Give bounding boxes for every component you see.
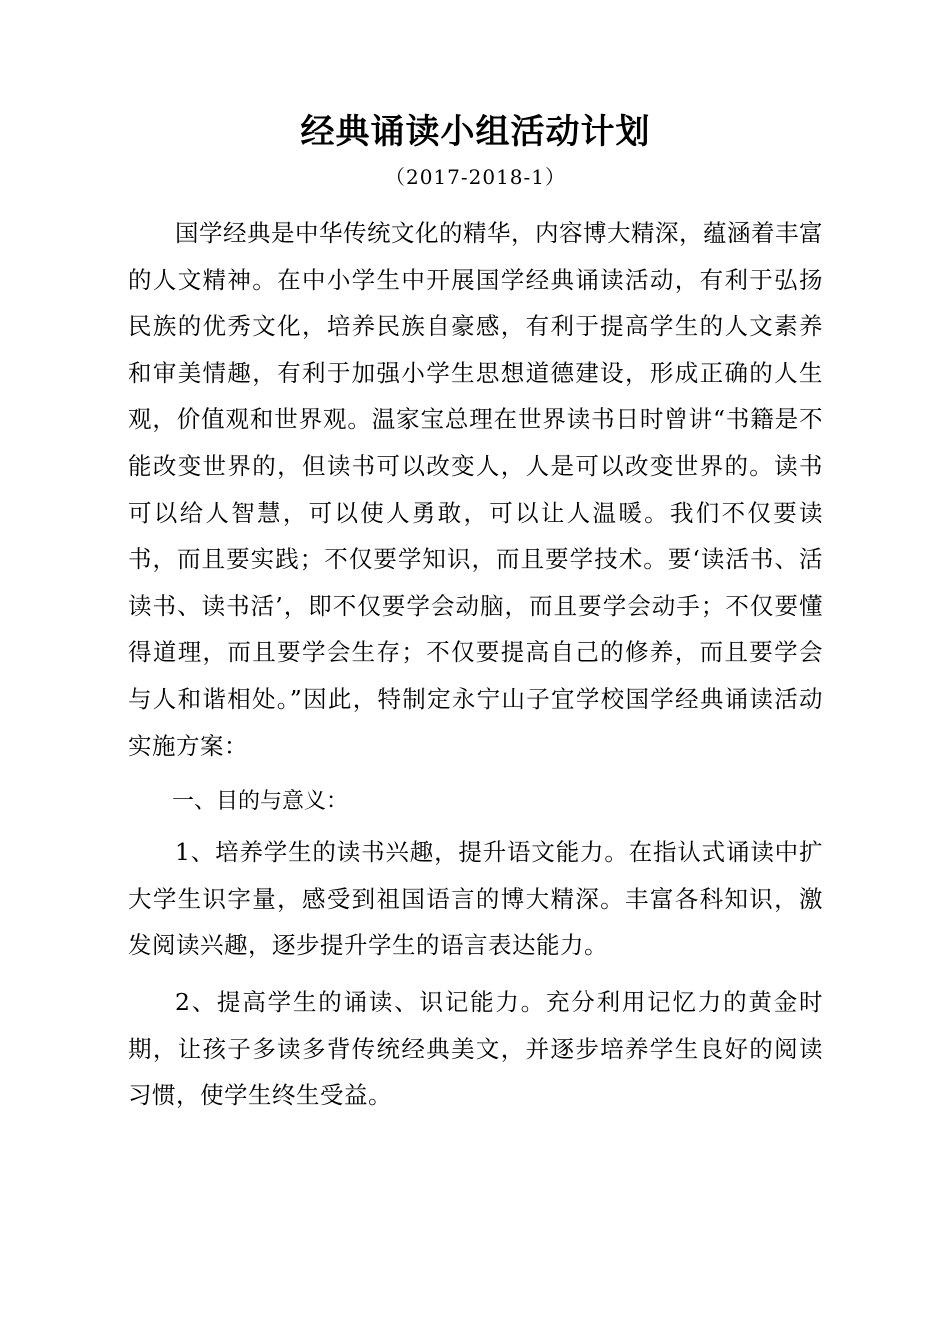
document-title: 经典诵读小组活动计划 — [300, 112, 651, 152]
purpose-point-2: 2、提高学生的诵读、识记能力。充分利用记忆力的黄金时期，让孩子多读多背传统经典美文，并逐步培养学生良好的阅读习惯，使学生终生受益。 — [128, 987, 823, 1110]
document-subtitle: （2017-2018-1） — [384, 165, 567, 189]
section-heading-purpose: 一、目的与意义： — [172, 789, 349, 815]
intro-paragraph: 国学经典是中华传统文化的精华，内容博大精深，蕴涵着丰富的人文精神。在中小学生中开展国学经典诵读活动，有利于弘扬民族的优秀文化，培养民族自豪感，有利于提高学生的人文素养和审美情趣，有利于加强小学生思想道德建设，形成正确的人生观，价值观和世界观。温家宝总理在世界读书日时曾讲“书籍是不能改变世界的，但读书可以改变人，人是可以改变世界的。读书可以给人智慧，可以使人勇敢，可以让人温暖。我们不仅要读书，而且要实践；不仅要学知识，而且要学技术。要‘读活书、活读书、读书活’，即不仅要学会动脑，而且要学会动手；不仅要懂得道理，而且要学会生存；不仅要提高自己的修养，而且要学会与人和谐相处。”因此，特制定永宁山子宜学校国学经典诵读活动实施方案： — [128, 219, 823, 760]
document-body — [128, 110, 823, 1129]
purpose-point-1: 1、培养学生的读书兴趣，提升语文能力。在指认式诵读中扩大学生识字量，感受到祖国语言的博大精深。丰富各科知识，激发阅读兴趣，逐步提升学生的语言表达能力。 — [128, 838, 823, 960]
